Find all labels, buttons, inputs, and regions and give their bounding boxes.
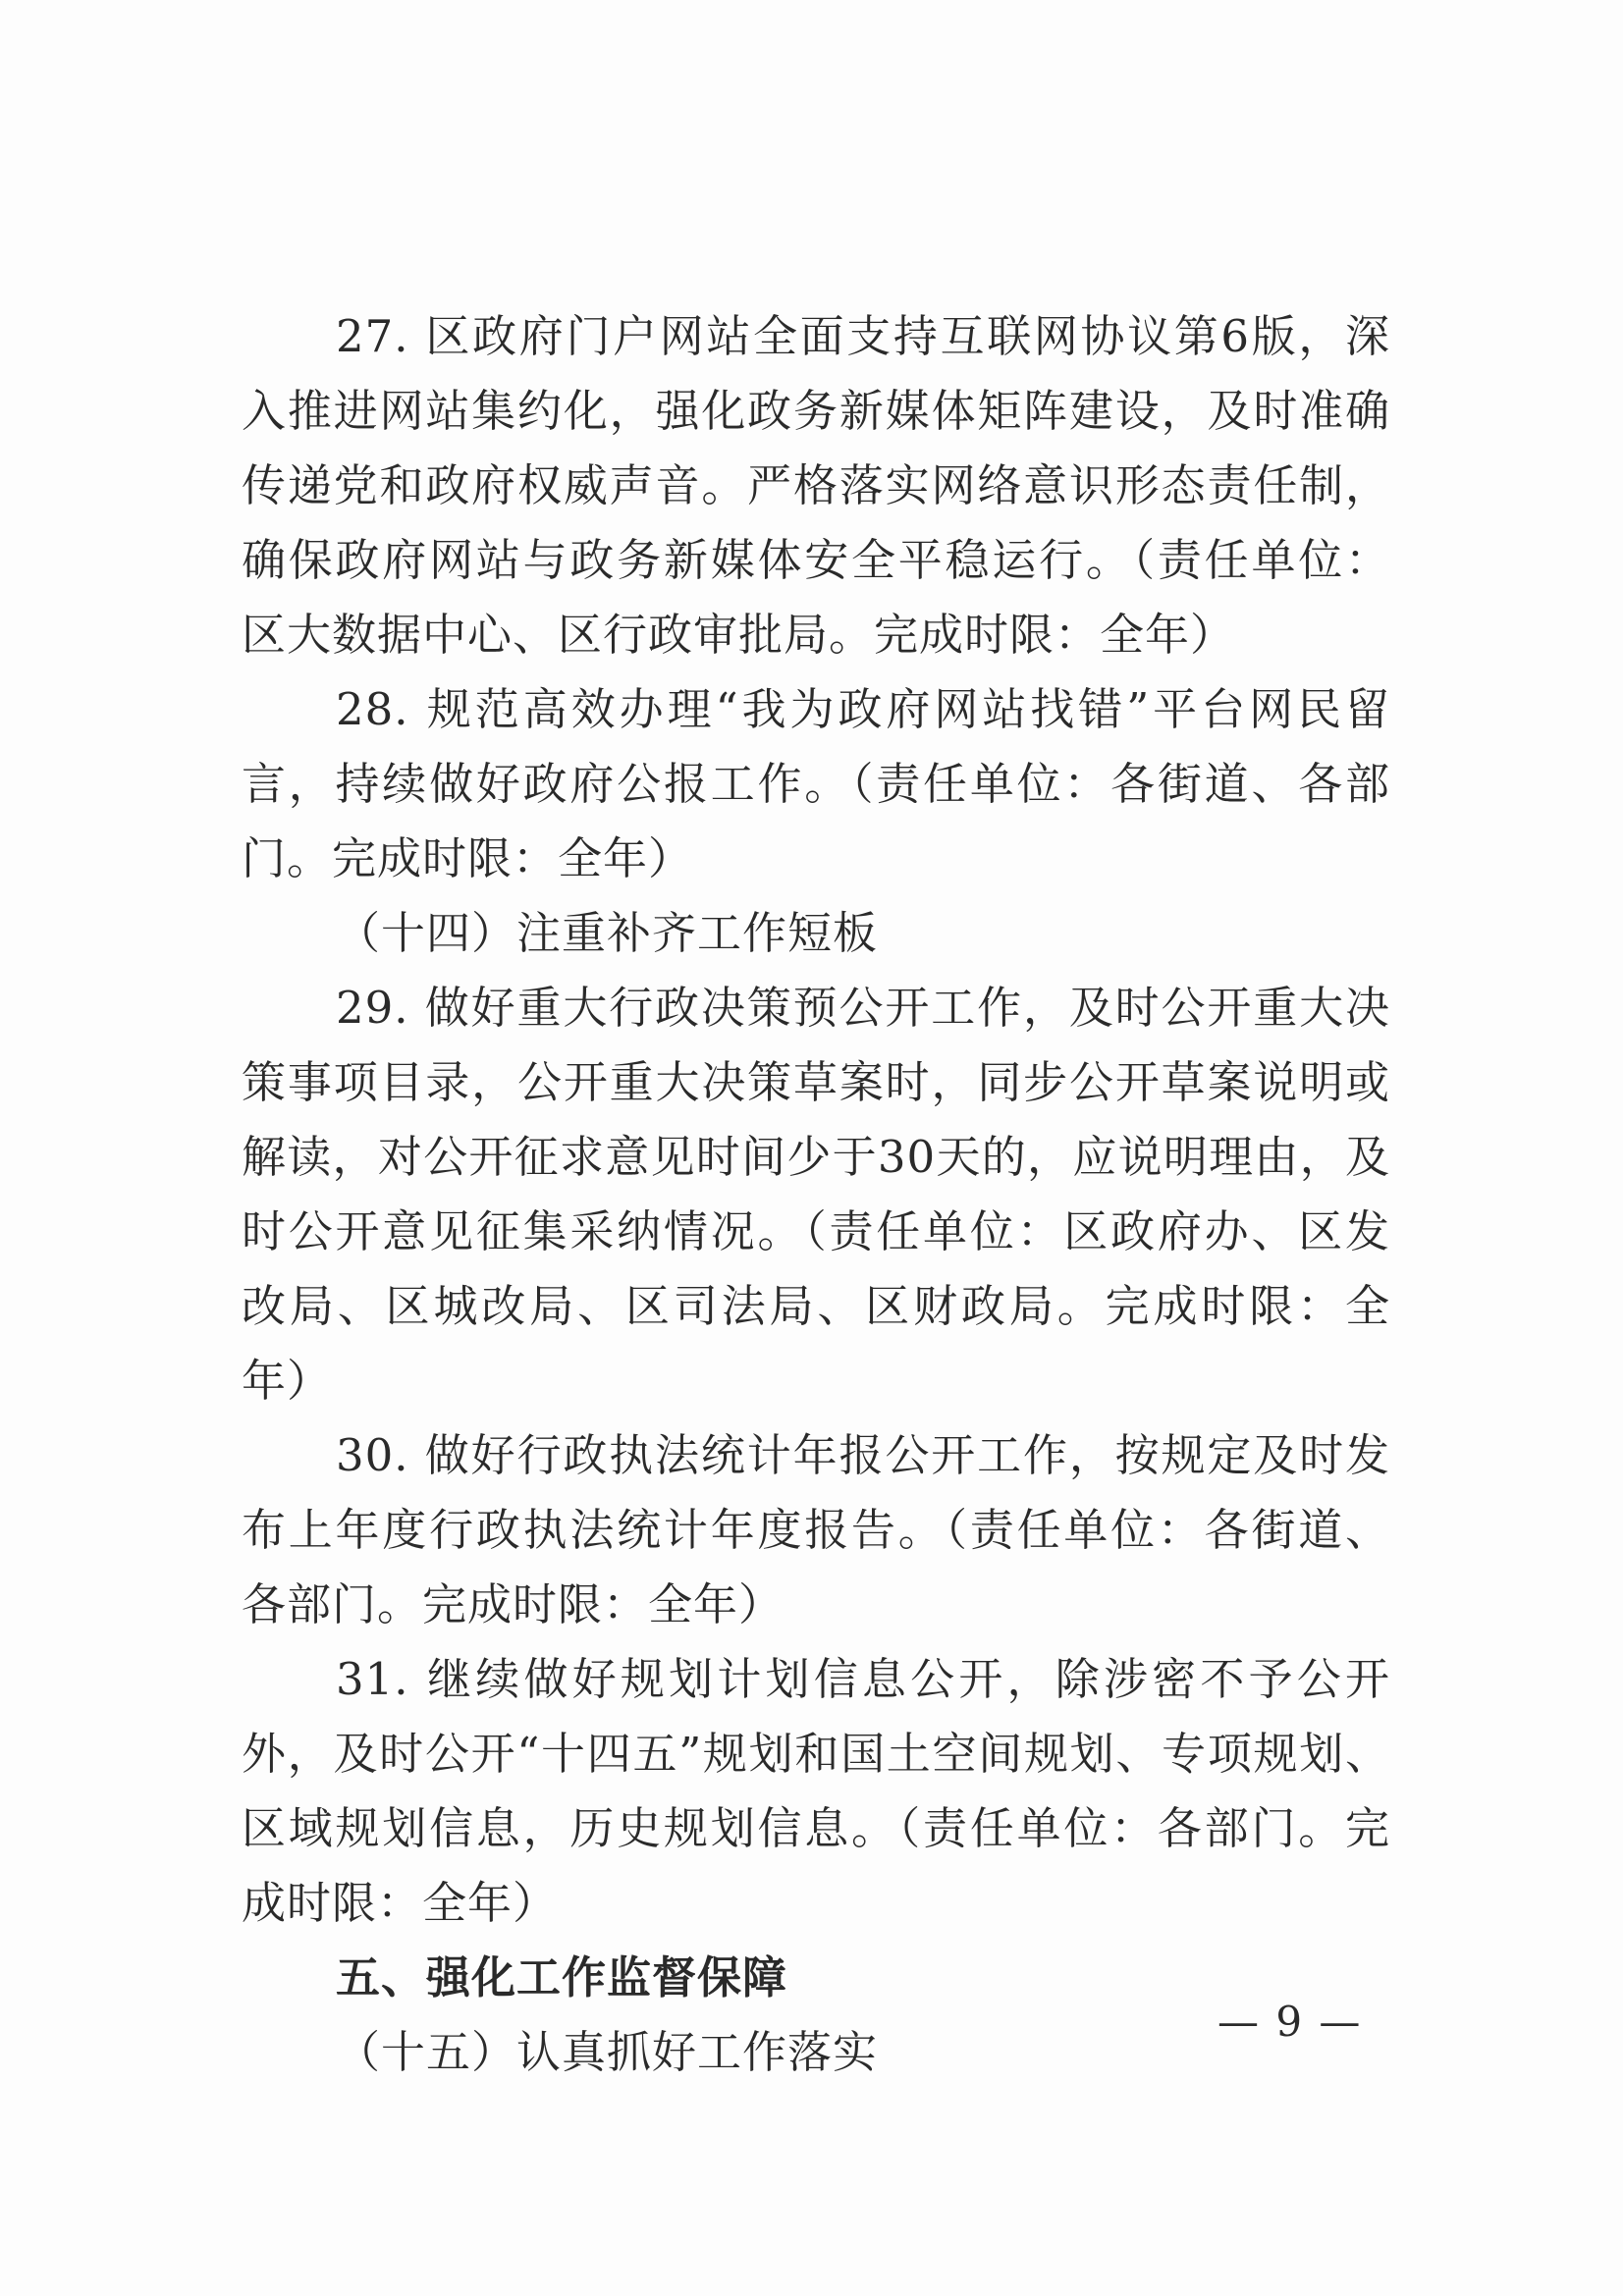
- item-31-paragraph: 31. 继续做好规划计划信息公开，除涉密不予公开外，及时公开“十四五”规划和国土空间规划、专项规划、区域规划信息，历史规划信息。（责任单位：各部门。完成时限：全年）: [242, 1653, 1390, 1929]
- item-29-paragraph: 29. 做好重大行政决策预公开工作，及时公开重大决策事项目录，公开重大决策草案时，同步公开草案说明或解读，对公开征求意见时间少于30天的，应说明理由，及时公开意见征集采纳情况。（责任单位：区政府办、区发改局、区城改局、区司法局、区财政局。完成时限：全年）: [242, 982, 1390, 1407]
- subheading-fourteen: （十四）注重补齐工作短板: [336, 907, 879, 959]
- page-number: — 9 —: [1217, 1998, 1363, 2046]
- subheading-fifteen: （十五）认真抓好工作落实: [336, 2026, 879, 2078]
- section-five-heading: 五、强化工作监督保障: [336, 1951, 788, 2003]
- item-27-paragraph: 27. 区政府门户网站全面支持互联网协议第6版，深入推进网站集约化，强化政务新媒体矩阵建设，及时准确传递党和政府权威声音。严格落实网络意识形态责任制，确保政府网站与政务新媒体安全平稳运行。（责任单位：区大数据中心、区行政审批局。完成时限：全年）: [242, 310, 1390, 661]
- item-28-paragraph: 28. 规范高效办理“我为政府网站找错”平台网民留言，持续做好政府公报工作。（责任单位：各街道、各部门。完成时限：全年）: [242, 683, 1390, 884]
- document-body: [242, 299, 1390, 2090]
- item-30-paragraph: 30. 做好行政执法统计年报公开工作，按规定及时发布上年度行政执法统计年度报告。（责任单位：各街道、各部门。完成时限：全年）: [242, 1429, 1390, 1630]
